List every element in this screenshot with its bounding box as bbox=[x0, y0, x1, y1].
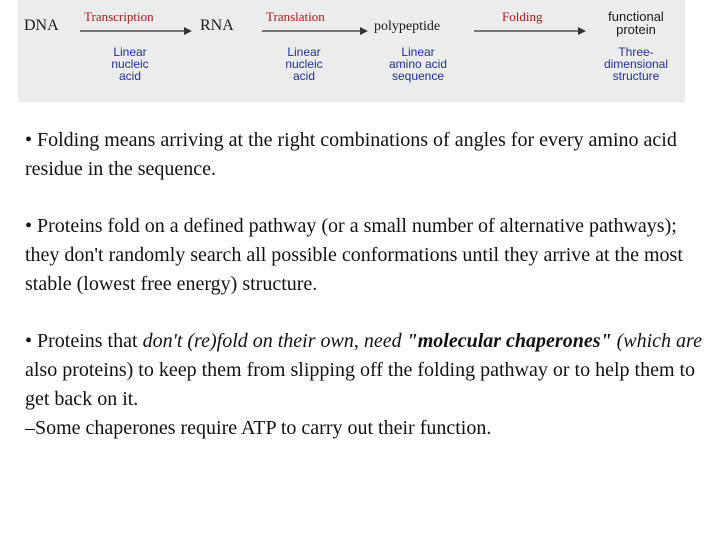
desc-dna bbox=[94, 46, 166, 82]
desc-protein bbox=[590, 46, 682, 82]
bullet-chaperones-text: • Proteins that bbox=[25, 330, 143, 352]
desc-line: acid bbox=[292, 69, 315, 83]
bullet-chaperones-term: "molecular chaperones" bbox=[406, 330, 612, 352]
arrow-translation bbox=[262, 26, 368, 36]
bullet-chaperones-emphasis: don't (re)fold on their own, need bbox=[142, 330, 407, 352]
desc-line: acid bbox=[118, 69, 141, 83]
desc-line: Linear bbox=[287, 45, 321, 59]
desc-line: Linear bbox=[113, 45, 147, 59]
desc-line: nucleic bbox=[285, 57, 323, 71]
bullet-chaperones bbox=[25, 327, 710, 443]
desc-line: nucleic bbox=[111, 57, 149, 71]
term-polypeptide: polypeptide bbox=[374, 19, 441, 34]
bullet-chaperones-atp: –Some chaperones require ATP to carry out their function. bbox=[25, 417, 492, 439]
desc-line: Three- bbox=[618, 45, 654, 59]
bullet-folding-angles: • Folding means arriving at the right combinations of angles for every amino acid residue in the sequence. bbox=[25, 129, 677, 180]
label-transcription: Transcription bbox=[84, 9, 154, 24]
term-protein-line: protein bbox=[616, 22, 656, 37]
desc-rna bbox=[268, 46, 340, 82]
desc-line: amino acid bbox=[388, 57, 448, 71]
bullet-chaperones-rest: also proteins) to keep them from slipping off the folding pathway or to help them to get back on it. bbox=[25, 359, 696, 410]
gene-expression-diagram bbox=[18, 0, 685, 102]
arrow-transcription bbox=[80, 26, 192, 36]
desc-line: dimensional bbox=[603, 57, 669, 71]
desc-line: sequence bbox=[391, 69, 445, 83]
desc-polypeptide bbox=[374, 46, 462, 82]
bullet-folding-pathway: • Proteins fold on a defined pathway (or a small number of alternative pathways); they don't randomly search all possible conformations until they arrive at the most stable (lowest free energy) structure. bbox=[25, 215, 683, 295]
term-functional-line: functional bbox=[608, 9, 664, 24]
slide-body bbox=[25, 126, 710, 443]
desc-line: structure bbox=[612, 69, 660, 83]
bullet-chaperones-aside: (which are bbox=[611, 330, 702, 352]
term-dna: DNA bbox=[24, 17, 59, 34]
label-translation: Translation bbox=[266, 9, 325, 24]
desc-line: Linear bbox=[401, 45, 435, 59]
label-folding: Folding bbox=[502, 9, 543, 24]
arrow-folding bbox=[474, 26, 586, 36]
term-rna: RNA bbox=[200, 17, 234, 34]
term-functional-protein bbox=[596, 10, 676, 36]
